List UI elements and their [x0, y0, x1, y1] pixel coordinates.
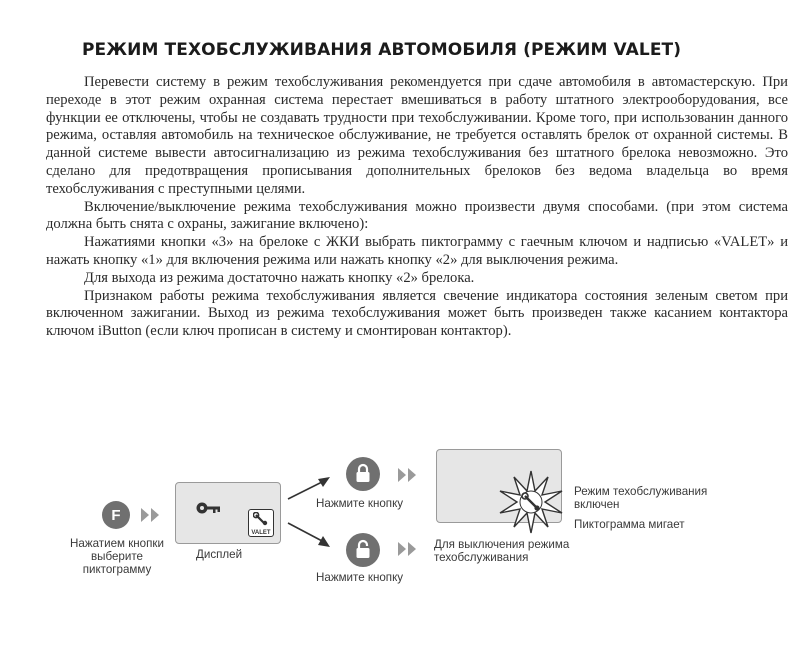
body-text [46, 74, 788, 341]
result-line: включен [574, 498, 620, 511]
f-caption-line: выберите [90, 550, 143, 563]
lock-open-icon [355, 539, 371, 560]
paragraph: Признаком работы режима техобслуживания является свечение индикатора состояния зеленым светом при включенном зажигании. Выход из режима техобслуживания может быть произведен также касанием контактора ключом iButton (если ключ прописан в систему и смонтирован контактор). [46, 287, 788, 340]
display-caption: Дисплей [196, 548, 243, 561]
paragraph: Перевести систему в режим техобслуживания рекомендуется при сдаче автомобиля в автомастерскую. При переходе в этот режим охранная система перестает вмешиваться в работу штатного электрооборудования, все функции ее отключены, чтобы не создавать трудности при техобслуживании. Кроме того, при использованин данного режима, оставляя автомобиль на техническое обслуживание, не требуется оставлять брелок от охранной системы. В данной системе вывести автосигнализацию из режима техобслуживания без штатного брелока невозможно. Это сделано для предотвращения прописывания дополнительных брелоков без ведома владельца во время техобслуживания с преступными целями. [46, 74, 788, 197]
arrow-down-icon [286, 521, 332, 549]
f-caption [62, 537, 172, 576]
paragraph: Включение/выключение режима техобслуживания можно произвести двумя способами. (при этом система должна быть снята с охраны, зажигание включено): [46, 198, 788, 233]
icon-blinks-caption: Пиктограмма мигает [574, 518, 685, 531]
result-caption [574, 485, 707, 511]
wrench-valet-icon [248, 509, 274, 537]
f-caption-line: пиктограмму [82, 563, 152, 576]
section-heading: РЕЖИМ ТЕХОБСЛУЖИВАНИЯ АВТОМОБИЛЯ (РЕЖИМ VALET) [82, 40, 682, 60]
paragraph: Для выхода из режима достаточно нажать кнопку «2» брелока. [84, 269, 475, 286]
f-button-letter: F [111, 506, 121, 524]
disable-line: Для выключения режима [434, 538, 570, 551]
disable-caption [434, 538, 569, 564]
double-chevron-icon [397, 467, 419, 483]
press-button-caption-bottom: Нажмите кнопку [316, 571, 404, 584]
valet-mode-diagram [0, 445, 811, 648]
paragraph: Нажатиями кнопки «3» на брелоке с ЖКИ выбрать пиктограмму с гаечным ключом и надписью «VALET» и нажать кнопку «1» для включения режима или нажать кнопку «2» для выключения режима. [46, 234, 788, 268]
double-chevron-icon [397, 541, 419, 557]
double-chevron-icon [140, 507, 162, 523]
starburst-icon [498, 469, 564, 535]
valet-label: VALET [251, 530, 271, 536]
f-button-icon [102, 501, 130, 529]
f-caption-line: Нажатием кнопки [70, 537, 164, 550]
disable-line: техобслуживания [434, 551, 529, 564]
press-button-caption-top: Нажмите кнопку [316, 497, 404, 510]
result-line: Режим техобслуживания [574, 485, 708, 498]
lock-closed-button-icon [346, 457, 380, 491]
display-screen [175, 482, 281, 544]
key-icon [196, 499, 222, 517]
lock-closed-icon [355, 463, 371, 484]
lock-open-button-icon [346, 533, 380, 567]
